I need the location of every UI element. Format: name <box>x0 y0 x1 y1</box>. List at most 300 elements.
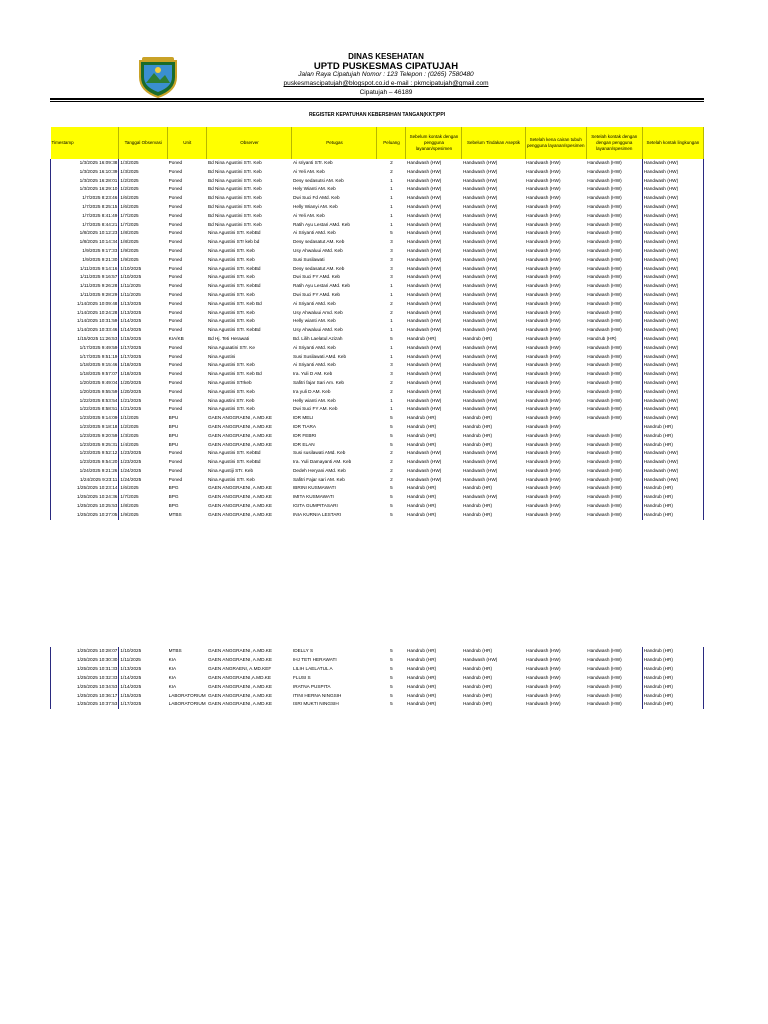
table-row <box>51 229 704 238</box>
cell-sebelum-aseptik: Handwash (HW) <box>462 406 498 412</box>
cell-setelah-kontak-pasien: Handwash (HW) <box>587 177 622 183</box>
table-row <box>51 692 704 701</box>
cell-unit: Poned <box>168 467 183 473</box>
table-row <box>51 647 704 656</box>
cell-petugas: Dwi Suci FY AM. Keb <box>292 406 338 412</box>
cell-peluang: 3 <box>390 256 393 262</box>
cell-petugas: Susi susilawati AMd. Keb <box>292 450 346 456</box>
cell-timestamp: 1/9/2025 9:21:30 <box>51 256 119 265</box>
cell-unit: LABORATORIUM <box>168 701 206 707</box>
cell-sebelum-kontak: Handwash (HW) <box>406 230 442 236</box>
cell-tanggal-observasi: 1/15/2025 <box>120 692 142 698</box>
cell-observer: GAEN ANGGRAENI, A.MD.KE <box>207 494 273 500</box>
cell-observer: Nina Agustini STr. KebBd <box>207 265 261 271</box>
cell-unit: Poned <box>168 230 183 236</box>
cell-peluang: 3 <box>390 247 393 253</box>
cell-unit: BPU <box>168 441 179 447</box>
cell-petugas: INIA KURNIA LESTARI <box>292 511 342 517</box>
cell-sebelum-aseptik: Handwash (HW) <box>462 283 498 289</box>
cell-tanggal-observasi: 1/2/2025 <box>120 423 139 429</box>
cell-observer: Bd Hj. Teti Herawati <box>207 335 250 341</box>
cell-unit: Poned <box>168 177 183 183</box>
cell-petugas: IBRINI KUSMAWATI <box>292 485 336 491</box>
table-row <box>51 665 704 674</box>
cell-setelah-kontak-lingkungan: Handwash (HW) <box>642 229 703 238</box>
cell-observer: Nina Agustini STr. Keb Bd <box>207 300 262 306</box>
cell-timestamp: 1/23/2025 9:18:18 <box>51 423 119 432</box>
table-row <box>51 493 704 502</box>
cell-observer: Bd Nina Agustini STr. Keb <box>207 195 262 201</box>
cell-unit: Poned <box>168 265 183 271</box>
cell-petugas: Hely Wianti AM. Keb <box>292 186 336 192</box>
cell-sebelum-kontak: Handwash (HW) <box>406 362 442 368</box>
cell-setelah-cairan: Handwash (HW) <box>526 415 561 421</box>
cell-timestamp: 1/14/2025 10:31:59 <box>51 317 119 326</box>
cell-setelah-cairan: Handwash (HW) <box>526 379 561 385</box>
table-row <box>51 317 704 326</box>
cell-setelah-kontak-lingkungan: Handwash (HW) <box>642 317 703 326</box>
cell-observer: Bd Nina Agustini STr. Keb <box>207 160 262 165</box>
cell-tanggal-observasi: 1/14/2025 <box>120 683 142 689</box>
cell-setelah-cairan: Handwash (HW) <box>526 309 561 315</box>
cell-observer: GAEN ANGRAENI, A.MD.KEF <box>207 665 272 671</box>
cell-petugas: Ira. Yuli Damayanti AM. Keb <box>292 459 352 465</box>
cell-peluang: 3 <box>390 265 393 271</box>
cell-sebelum-kontak: Handrub (HR) <box>406 503 437 509</box>
garut-regency-emblem-icon <box>136 55 180 99</box>
cell-sebelum-kontak: Handwash (HW) <box>406 239 442 245</box>
cell-tanggal-observasi: 1/7/2025 <box>120 212 139 218</box>
cell-setelah-kontak-pasien: Handwash (HW) <box>587 692 622 698</box>
cell-petugas: Ai Sriyanti AMd. Keb <box>292 362 336 368</box>
cell-observer: Nina Agustini STr. Keb Bd <box>207 371 262 377</box>
cell-tanggal-observasi: 1/3/2025 <box>120 160 139 165</box>
cell-tanggal-observasi: 1/14/2025 <box>120 318 142 324</box>
cell-setelah-cairan: Handwash (HW) <box>526 423 561 429</box>
cell-setelah-kontak-lingkungan: Handwash (HW) <box>642 238 703 247</box>
cell-sebelum-kontak: Handrub (HR) <box>406 665 437 671</box>
cell-peluang: 2 <box>390 168 393 174</box>
table-row <box>51 238 704 247</box>
cell-peluang: 5 <box>390 335 393 341</box>
column-header-tanggal-observasi: Tanggal Observasi <box>119 127 168 159</box>
cell-peluang: 2 <box>390 388 393 394</box>
cell-setelah-cairan: Handwash (HW) <box>526 441 561 447</box>
cell-petugas: IDR ELAN <box>292 441 315 447</box>
cell-setelah-kontak-lingkungan: Handrub (HR) <box>642 484 703 493</box>
cell-sebelum-aseptik: Handwash (HW) <box>462 230 498 236</box>
cell-sebelum-kontak: Handwash (HW) <box>406 318 442 324</box>
cell-tanggal-observasi: 1/1/2025 <box>120 415 139 421</box>
cell-sebelum-aseptik: Handwash (HW) <box>462 467 498 473</box>
cell-setelah-kontak-lingkungan: Handrub (HR) <box>642 683 703 692</box>
cell-sebelum-aseptik: Handwash (HW) <box>462 300 498 306</box>
cell-unit: Poned <box>168 353 183 359</box>
table-row <box>51 194 704 203</box>
cell-petugas: Bd. Lilih Laelatul Azizah <box>292 335 343 341</box>
cell-sebelum-kontak: Handwash (HW) <box>406 327 442 333</box>
cell-observer: Bd Nina Agustini STr. Keb <box>207 168 262 174</box>
cell-setelah-kontak-lingkungan: Handwash (HW) <box>642 291 703 300</box>
cell-sebelum-aseptik: Handwash (HW) <box>462 239 498 245</box>
cell-tanggal-observasi: 1/8/2025 <box>120 239 139 245</box>
cell-sebelum-kontak: Handwash (HW) <box>406 291 442 297</box>
cell-peluang: 2 <box>390 459 393 465</box>
cell-sebelum-aseptik: Handwash (HW) <box>462 656 498 662</box>
document-title: REGISTER KEPATUHAN KEBERSIHAN TANGAN(KKT)PPI <box>308 112 446 118</box>
cell-setelah-cairan: Handwash (HW) <box>526 283 561 289</box>
cell-unit: Poned <box>168 344 183 350</box>
table-row <box>51 212 704 221</box>
cell-setelah-cairan: Handwash (HW) <box>526 203 561 209</box>
cell-peluang: 1 <box>390 177 393 183</box>
table-row <box>51 441 704 450</box>
cell-tanggal-observasi: 1/8/2025 <box>120 230 139 236</box>
cell-timestamp: 1/7/2025 8:41:49 <box>51 212 119 221</box>
cell-setelah-cairan: Handwash (HW) <box>526 371 561 377</box>
cell-observer: Bd Nina Agustini STr. Keb <box>207 186 262 192</box>
cell-setelah-cairan: Handwash (HW) <box>526 256 561 262</box>
cell-sebelum-kontak: Handwash (HW) <box>406 160 442 165</box>
cell-setelah-kontak-pasien: Handwash (HW) <box>587 203 622 209</box>
cell-setelah-kontak-pasien <box>586 423 642 432</box>
cell-sebelum-aseptik: Handrub (HR) <box>462 674 493 680</box>
cell-observer: Nina Aguaatini STr. Ke <box>207 344 255 350</box>
cell-setelah-kontak-lingkungan: Handwash (HW) <box>642 476 703 485</box>
cell-setelah-kontak-lingkungan: Handwash (HW) <box>642 221 703 230</box>
table-row <box>51 335 704 344</box>
cell-setelah-kontak-pasien: Handwash (HW) <box>587 485 622 491</box>
cell-tanggal-observasi: 1/18/2025 <box>120 371 142 377</box>
cell-unit: MTBS <box>168 511 182 517</box>
cell-petugas: Helly wianti AM. Keb <box>292 397 336 403</box>
cell-sebelum-kontak: Handrub (HR) <box>406 415 437 421</box>
table-row <box>51 361 704 370</box>
cell-setelah-kontak-lingkungan: Handrub (HR) <box>642 674 703 683</box>
column-header-observer: Observer <box>207 127 292 159</box>
cell-unit: Poned <box>168 256 183 262</box>
cell-petugas: Susi Susilawati AMd. Keb <box>292 353 347 359</box>
cell-setelah-kontak-lingkungan: Handrub (HR) <box>642 511 703 520</box>
cell-sebelum-aseptik: Handwash (HW) <box>462 309 498 315</box>
cell-peluang: 5 <box>390 648 393 653</box>
cell-sebelum-kontak: Handrub (HR) <box>406 494 437 500</box>
cell-setelah-kontak-pasien: Handwash (HW) <box>587 256 622 262</box>
cell-petugas: IGITA GUMPITASARI <box>292 503 338 509</box>
cell-sebelum-aseptik: Handwash (HW) <box>462 186 498 192</box>
cell-petugas: Ratih Ayu Lestari AMd. Keb <box>292 221 350 227</box>
cell-setelah-kontak-lingkungan: Handwash (HW) <box>642 177 703 186</box>
cell-sebelum-aseptik: Handwash (HW) <box>462 168 498 174</box>
cell-tanggal-observasi: 1/10/2025 <box>120 648 142 653</box>
cell-sebelum-kontak: Handwash (HW) <box>406 388 442 394</box>
cell-petugas: LILIH LAELATUL A <box>292 665 333 671</box>
cell-sebelum-aseptik: Handrub (HR) <box>462 485 493 491</box>
cell-setelah-kontak-pasien: Handwash (HW) <box>587 665 622 671</box>
cell-setelah-kontak-lingkungan: Handrub (HR) <box>642 647 703 656</box>
cell-unit: Poned <box>168 450 183 456</box>
cell-observer: Nina Agustini STr. Keb <box>207 256 255 262</box>
table-row <box>51 397 704 406</box>
cell-setelah-kontak-pasien: Handwash (HW) <box>587 441 622 447</box>
table-row <box>51 221 704 230</box>
cell-observer: Nina agustini STr. Keb <box>207 397 255 403</box>
table-row <box>51 700 704 709</box>
cell-sebelum-aseptik: Handwash (HW) <box>462 195 498 201</box>
cell-observer: GAEN ANGGRAENI, A.MD.KE <box>207 683 273 689</box>
cell-sebelum-aseptik: Handwash (HW) <box>462 494 498 500</box>
cell-setelah-kontak-lingkungan: Handwash (HW) <box>642 379 703 388</box>
cell-observer: GAEN ANGGRAENI, A.MD.KE <box>207 415 273 421</box>
cell-tanggal-observasi: 1/11/2025 <box>120 291 141 297</box>
cell-peluang: 5 <box>390 503 393 509</box>
cell-petugas: Helly Wianyi AM. Keb <box>292 203 338 209</box>
table-row <box>51 353 704 362</box>
cell-peluang: 5 <box>390 701 393 707</box>
cell-unit: Poned <box>168 397 183 403</box>
cell-tanggal-observasi: 1/11/2025 <box>120 283 141 289</box>
cell-sebelum-aseptik: Handwash (HW) <box>462 291 498 297</box>
column-header-petugas: Petugas <box>292 127 377 159</box>
cell-setelah-cairan: Handwash (HW) <box>526 459 561 465</box>
cell-timestamp: 1/25/2025 10:28:07 <box>51 647 119 656</box>
cell-timestamp: 1/22/2025 8:53:54 <box>51 397 119 406</box>
cell-peluang: 2 <box>390 476 393 482</box>
cell-peluang: 5 <box>390 683 393 689</box>
cell-setelah-cairan: Handwash (HW) <box>526 327 561 333</box>
cell-observer: Nina Agustiji STr. Keb <box>207 467 254 473</box>
cell-setelah-cairan: Handwash (HW) <box>526 683 561 689</box>
table-row <box>51 291 704 300</box>
cell-sebelum-kontak: Handrub (HR) <box>406 701 437 707</box>
cell-setelah-cairan: Handwash (HW) <box>526 388 561 394</box>
table-row <box>51 309 704 318</box>
cell-observer: Nina Agustini STrkeb <box>207 379 252 385</box>
cell-timestamp: 1/25/2025 10:37:53 <box>51 700 119 709</box>
cell-sebelum-aseptik: Handwash (HW) <box>462 459 498 465</box>
cell-timestamp: 1/14/2025 10:33:46 <box>51 326 119 335</box>
cell-unit: LABORATORIUM <box>168 692 206 698</box>
cell-peluang: 1 <box>390 406 393 412</box>
cell-unit: BPU <box>168 432 179 438</box>
cell-unit: Poned <box>168 274 183 280</box>
cell-observer: Nina Agustini STr. KebBd <box>207 459 261 465</box>
cell-tanggal-observasi: 1/21/2025 <box>120 397 142 403</box>
cell-setelah-kontak-pasien: Handwash (HW) <box>587 388 622 394</box>
cell-sebelum-aseptik: Handwash (HW) <box>462 247 498 253</box>
cell-sebelum-aseptik: Handrub (HR) <box>462 503 493 509</box>
cell-setelah-cairan: Handwash (HW) <box>526 692 561 698</box>
cell-sebelum-kontak: Handrub (HR) <box>406 674 437 680</box>
cell-setelah-kontak-pasien: Handwash (HW) <box>587 656 622 662</box>
cell-unit: Poned <box>168 406 183 412</box>
cell-setelah-cairan: Handwash (HW) <box>526 335 561 341</box>
cell-setelah-kontak-lingkungan: Handwash (HW) <box>642 458 703 467</box>
cell-tanggal-observasi: 1/13/2025 <box>120 665 142 671</box>
cell-sebelum-kontak: Handwash (HW) <box>406 186 442 192</box>
cell-observer: Nina Agustini STr. Keb <box>207 291 255 297</box>
cell-setelah-cairan: Handwash (HW) <box>526 467 561 473</box>
table-body <box>51 159 704 520</box>
cell-tanggal-observasi: 1/23/2025 <box>120 450 142 456</box>
cell-sebelum-aseptik: Handrub (HR) <box>462 511 493 517</box>
cell-timestamp: 1/23/2025 9:54:20 <box>51 458 119 467</box>
cell-unit: KIA/KB <box>168 335 184 341</box>
cell-unit: Poned <box>168 239 183 245</box>
cell-setelah-kontak-lingkungan: Handwash (HW) <box>642 282 703 291</box>
cell-timestamp: 1/25/2025 10:31:33 <box>51 665 119 674</box>
cell-sebelum-kontak: Handwash (HW) <box>406 450 442 456</box>
cell-setelah-kontak-lingkungan: Handwash (HW) <box>642 467 703 476</box>
cell-sebelum-aseptik: Handwash (HW) <box>462 274 498 280</box>
cell-tanggal-observasi: 1/7/2025 <box>120 494 139 500</box>
cell-timestamp: 1/25/2025 10:32:33 <box>51 674 119 683</box>
cell-observer: Nina Agustini STr. KebBd <box>207 450 261 456</box>
table-row <box>51 273 704 282</box>
cell-setelah-cairan: Handwash (HW) <box>526 274 561 280</box>
cell-observer: Nina Agustini STr. Keb <box>207 476 255 482</box>
table-row <box>51 265 704 274</box>
cell-peluang: 5 <box>390 423 393 429</box>
cell-petugas: Dwi Suci FY AMd. Keb <box>292 291 341 297</box>
cell-peluang: 1 <box>390 353 393 359</box>
cell-setelah-kontak-pasien: Handwash (HW) <box>587 212 622 218</box>
cell-unit: Poned <box>168 195 183 201</box>
cell-timestamp: 1/14/2025 10:24:28 <box>51 309 119 318</box>
cell-setelah-cairan: Handwash (HW) <box>526 674 561 680</box>
cell-petugas: Ai Yeli AM. Keb <box>292 212 325 218</box>
cell-tanggal-observasi: 1/8/2025 <box>120 503 139 509</box>
cell-setelah-cairan: Handwash (HW) <box>526 701 561 707</box>
cell-petugas: Helly wianti AM. Keb <box>292 318 336 324</box>
cell-setelah-kontak-pasien: Handwash (HW) <box>587 415 622 421</box>
cell-peluang: 3 <box>390 371 393 377</box>
cell-sebelum-kontak: Handwash (HW) <box>406 212 442 218</box>
cell-sebelum-kontak: Handwash (HW) <box>406 459 442 465</box>
cell-sebelum-aseptik: Handwash (HW) <box>462 450 498 456</box>
cell-unit: BPU <box>168 415 179 421</box>
cell-unit: Poned <box>168 283 183 289</box>
cell-observer: Nina Agustini <box>207 353 236 359</box>
cell-peluang: 1 <box>390 344 393 350</box>
cell-setelah-kontak-pasien: Handwash (HW) <box>587 309 622 315</box>
cell-petugas: Desy sedasatut AM. Keb <box>292 265 345 271</box>
column-header-unit: Unit <box>168 127 207 159</box>
cell-setelah-kontak-lingkungan: Handwash (HW) <box>642 397 703 406</box>
cell-setelah-kontak-lingkungan: Handrub (HR) <box>642 665 703 674</box>
cell-tanggal-observasi: 1/13/2025 <box>120 309 142 315</box>
cell-observer: Nina Agustini STr. Keb <box>207 274 255 280</box>
cell-unit: Poned <box>168 362 183 368</box>
cell-peluang: 5 <box>390 511 393 517</box>
cell-timestamp: 1/17/2025 9:49:59 <box>51 344 119 353</box>
cell-unit: Poned <box>168 459 183 465</box>
cell-observer: Nina Agustini STr. Keb <box>207 309 255 315</box>
cell-setelah-kontak-pasien: Handwash (HW) <box>587 221 622 227</box>
header-email[interactable]: puskesmascipatujah@blogspot.co.id e-mail : pkmcipatujah@gmail.com <box>283 80 489 87</box>
cell-setelah-kontak-lingkungan: Handwash (HW) <box>642 273 703 282</box>
cell-observer: GAEN ANGGRAENI, A.MD.KE <box>207 441 273 447</box>
cell-timestamp: 1/25/2025 10:34:53 <box>51 683 119 692</box>
cell-timestamp: 1/25/2025 10:27:05 <box>51 511 119 520</box>
header-divider <box>50 98 704 102</box>
cell-sebelum-aseptik: Handrub (HR) <box>462 683 493 689</box>
cell-unit: BPG <box>168 494 179 500</box>
cell-peluang: 2 <box>390 160 393 165</box>
cell-timestamp: 1/23/2025 9:52:12 <box>51 449 119 458</box>
cell-petugas: Ai Yeli AM. Keb <box>292 168 325 174</box>
table-row <box>51 300 704 309</box>
cell-tanggal-observasi: 1/2/2025 <box>120 177 139 183</box>
cell-peluang: 3 <box>390 362 393 368</box>
cell-setelah-cairan: Handwash (HW) <box>526 503 561 509</box>
cell-observer: Nina Agustini STr. Keb <box>207 362 255 368</box>
cell-setelah-kontak-pasien: Handwash (HW) <box>587 239 622 245</box>
cell-unit: Poned <box>168 388 183 394</box>
cell-setelah-kontak-lingkungan: Handwash (HW) <box>642 388 703 397</box>
cell-timestamp: 1/23/2025 9:25:31 <box>51 441 119 450</box>
cell-tanggal-observasi: 1/6/2025 <box>120 485 139 491</box>
table-header-row <box>51 127 704 159</box>
cell-peluang: 1 <box>390 195 393 201</box>
cell-tanggal-observasi: 1/17/2025 <box>120 344 142 350</box>
cell-sebelum-aseptik: Handrub (HR) <box>462 335 493 341</box>
cell-setelah-cairan: Handwash (HW) <box>526 511 561 517</box>
cell-peluang: 3 <box>390 239 393 245</box>
cell-sebelum-kontak: Handwash (HW) <box>406 256 442 262</box>
cell-setelah-kontak-lingkungan: Handwash (HW) <box>642 203 703 212</box>
cell-tanggal-observasi: 1/20/2025 <box>120 388 142 394</box>
cell-timestamp: 1/8/2025 10:14:34 <box>51 238 119 247</box>
cell-peluang: 5 <box>390 656 393 662</box>
cell-setelah-kontak-pasien: Handwash (HW) <box>587 291 622 297</box>
table-row <box>51 177 704 186</box>
cell-unit: Poned <box>168 291 183 297</box>
table-body-continued <box>51 647 704 709</box>
cell-tanggal-observasi: 1/9/2025 <box>120 247 139 253</box>
cell-sebelum-aseptik: Handrub (HR) <box>462 432 493 438</box>
cell-observer: Bd Nina Agustini STr. Keb <box>207 177 262 183</box>
cell-setelah-cairan: Handwash (HW) <box>526 318 561 324</box>
cell-sebelum-aseptik: Handwash (HW) <box>462 212 498 218</box>
cell-unit: Poned <box>168 379 183 385</box>
cell-tanggal-observasi: 1/18/2025 <box>120 362 142 368</box>
cell-timestamp: 1/3/2025 16:28:01 <box>51 177 119 186</box>
cell-petugas: IMITA KUSMAWATI <box>292 494 334 500</box>
cell-unit: Poned <box>168 476 183 482</box>
cell-sebelum-aseptik: Handwash (HW) <box>462 177 498 183</box>
cell-sebelum-kontak: Handwash (HW) <box>406 379 442 385</box>
cell-timestamp: 1/8/2025 10:12:23 <box>51 229 119 238</box>
table-row <box>51 405 704 414</box>
cell-setelah-cairan: Handwash (HW) <box>526 160 561 165</box>
cell-setelah-kontak-lingkungan: Handwash (HW) <box>642 300 703 309</box>
cell-setelah-kontak-pasien: Handwash (HW) <box>587 186 622 192</box>
cell-peluang: 1 <box>390 221 393 227</box>
table-row <box>51 432 704 441</box>
cell-petugas: Susi Susilawati <box>292 256 325 262</box>
cell-timestamp: 1/24/2025 9:23:11 <box>51 476 119 485</box>
cell-setelah-cairan: Handwash (HW) <box>526 239 561 245</box>
cell-sebelum-kontak: Handwash (HW) <box>406 300 442 306</box>
cell-unit: Poned <box>168 186 183 192</box>
column-header-setelah-kontak-pasien: Setelah kontak dengan dengan pengguna layanan/spesimen <box>586 127 642 159</box>
cell-setelah-kontak-lingkungan: Handrub (HR) <box>642 692 703 701</box>
table-row <box>51 256 704 265</box>
cell-peluang: 1 <box>390 318 393 324</box>
cell-setelah-cairan: Handwash (HW) <box>526 168 561 174</box>
column-header-setelah-kontak-lingkungan: Setelah kontak lingkungan <box>642 127 703 159</box>
